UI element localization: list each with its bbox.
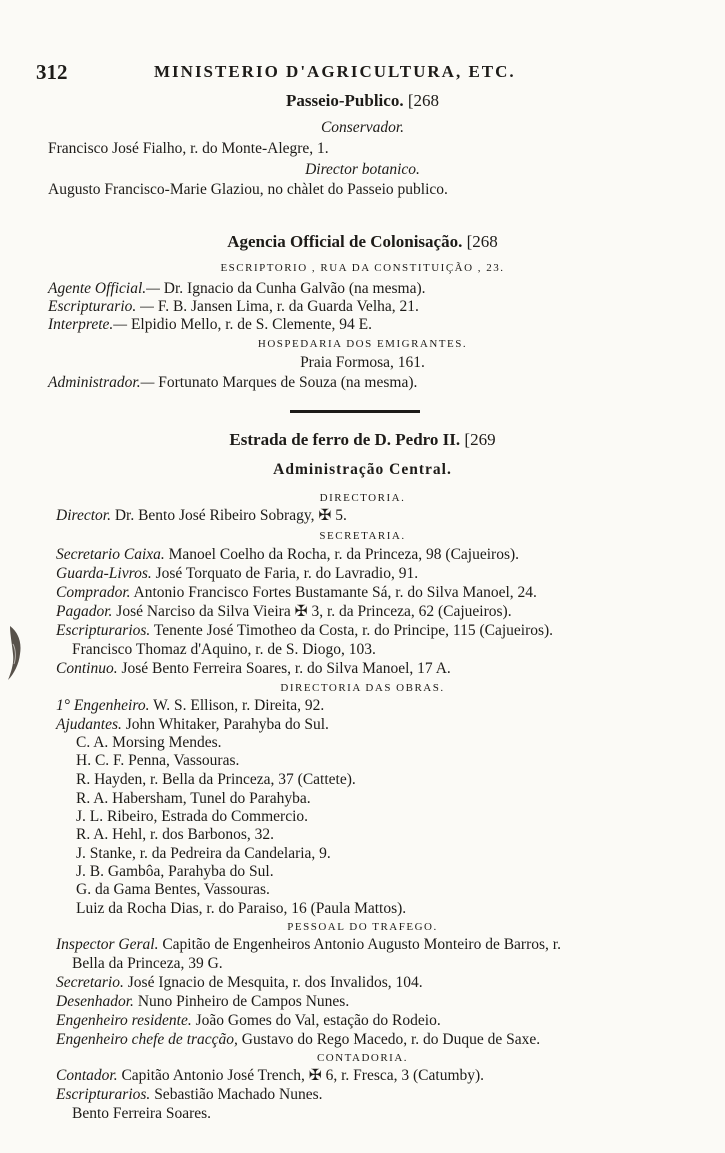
entry-line [56,1011,441,1030]
section-title-text: Agencia Official de Colonisação. [227,232,463,251]
entry-line [56,583,537,602]
entry-label: Escripturarios. [56,622,151,639]
entry-line [56,973,423,992]
entry-line: Praia Formosa, 161. [300,354,425,371]
list-item: J. L. Ribeiro, Estrada do Commercio. [76,808,309,825]
entry-line [56,696,324,715]
entry-label: Escripturarios. [56,1086,151,1103]
list-item: R. Hayden, r. Bella da Princeza, 37 (Cattete). [76,771,356,788]
entry-label: Secretario. [56,974,124,991]
entry-line: Bento Ferreira Soares. [72,1105,212,1122]
section-title-agencia [0,232,725,251]
entry-label: Director. [56,507,111,524]
subheading: DIRECTORIA DAS OBRAS. [280,682,445,694]
entry-text: F. B. Jansen Lima, r. da Guarda Velha, 21. [157,298,419,315]
section-title-text: Passeio-Publico. [285,91,404,110]
entry-text: José Narciso da Silva Vieira ✠ 3, r. da Princeza, 62 (Cajueiros). [116,603,512,620]
entry-label: Guarda-Livros. [56,565,152,582]
entry-label: Engenheiro residente. [56,1012,192,1029]
entry-text: Sebastião Machado Nunes. [154,1086,323,1103]
section-divider [290,410,420,413]
entry-text: Nuno Pinheiro de Campos Nunes. [137,993,350,1010]
entry-text: Fortunato Marques de Souza (na mesma). [158,374,418,391]
entry-label: Desenhador. [56,993,134,1010]
entry-label: Inspector Geral. [56,936,159,953]
list-item: Luiz da Rocha Dias, r. do Paraiso, 16 (Paula Mattos). [76,900,407,917]
entry-line [48,315,372,334]
list-item: C. A. Morsing Mendes. [76,734,222,751]
entry-text: John Whitaker, Parahyba do Sul. [125,716,329,733]
running-title: MINISTERIO D'AGRICULTURA, ETC. [154,62,516,81]
entry-label: Comprador. [56,584,131,601]
entry-line [48,297,419,316]
subheading: SECRETARIA. [319,530,406,542]
entry-line [56,992,349,1011]
section-title-estrada [0,430,725,449]
entry-text: W. S. Ellison, r. Direita, 92. [153,697,325,714]
list-item: R. A. Habersham, Tunel do Parahyba. [76,790,311,807]
entry-text: Gustavo do Rego Macedo, r. do Duque de Saxe. [241,1031,541,1048]
list-item: J. Stanke, r. da Pedreira da Candelaria, 9. [76,845,331,862]
entry-text: Manoel Coelho da Rocha, r. da Princeza, 98 (Cajueiros). [168,546,520,563]
entry-line [48,279,426,298]
entry-line: Bella da Princeza, 39 G. [72,955,223,972]
entry-text: Dr. Bento José Ribeiro Sobragy, ✠ 5. [114,507,347,524]
entry-text: Antonio Francisco Fortes Bustamante Sá, r. do Silva Manoel, 24. [133,584,537,601]
entry-label: Administrador.— [48,374,155,391]
section-ref: [269 [464,430,496,449]
subheading: CONTADORIA. [316,1052,409,1064]
entry-text: Capitão de Engenheiros Antonio Augusto Monteiro de Barros, r. [162,936,561,953]
entry-line [56,621,553,640]
entry-line [56,659,451,678]
role-heading: Conservador. [320,119,405,136]
section-title-text: Estrada de ferro de D. Pedro II. [229,430,461,449]
subheading: PESSOAL DO TRAFEGO. [287,921,438,933]
section-ref: [268 [466,232,498,251]
subheading: DIRECTORIA. [319,492,406,504]
entry-line [48,373,417,392]
page-number: 312 [36,60,68,84]
entry-line [56,935,561,954]
entry-line: Francisco Thomaz d'Aquino, r. de S. Diogo, 103. [72,641,376,658]
list-item: G. da Gama Bentes, Vassouras. [76,881,270,898]
list-item: J. B. Gambôa, Parahyba do Sul. [76,863,274,880]
entry-label: Ajudantes. [56,716,122,733]
role-heading: Director botanico. [305,161,420,178]
section-ref: [268 [407,91,439,110]
entry-line: Francisco José Fialho, r. do Monte-Alegre, 1. [48,140,329,157]
subheading: ESCRIPTORIO , RUA DA CONSTITUIÇÃO , 23. [220,262,505,274]
entry-text: Tenente José Timotheo da Costa, r. do Principe, 115 (Cajueiros). [153,622,554,639]
entry-line [56,1085,323,1104]
entry-label: 1° Engenheiro. [56,697,150,714]
entry-line [56,602,512,621]
entry-text: Elpidio Mello, r. de S. Clemente, 94 E. [130,316,373,333]
entry-text: Capitão Antonio José Trench, ✠ 6, r. Fresca, 3 (Catumby). [121,1067,485,1084]
entry-label: Escripturario. — [48,298,154,315]
entry-label: Continuo. [56,660,118,677]
entry-line [56,715,329,734]
subheading: HOSPEDARIA DOS EMIGRANTES. [257,338,468,350]
list-item: H. C. F. Penna, Vassouras. [76,752,240,769]
entry-line [56,506,347,525]
entry-text: Dr. Ignacio da Cunha Galvão (na mesma). [163,280,426,297]
entry-line: Augusto Francisco-Marie Glaziou, no chàlet do Passeio publico. [48,181,448,198]
margin-stain-icon [4,624,26,682]
page-header [36,60,696,86]
entry-label: Pagador. [56,603,113,620]
entry-label: Engenheiro chefe de tracção, [56,1031,238,1048]
subsection-title: Administração Central. [273,461,452,478]
entry-text: José Bento Ferreira Soares, r. do Silva Manoel, 17 A. [121,660,451,677]
entry-label: Agente Official.— [48,280,160,297]
entry-label: Interprete.— [48,316,128,333]
list-item: R. A. Hehl, r. dos Barbonos, 32. [76,826,275,843]
entry-label: Secretario Caixa. [56,546,165,563]
entry-text: José Ignacio de Mesquita, r. dos Invalidos, 104. [127,974,423,991]
entry-line [56,545,519,564]
entry-label: Contador. [56,1067,118,1084]
entry-text: José Torquato de Faria, r. do Lavradio, 91. [155,565,419,582]
entry-line [56,1030,540,1049]
entry-text: João Gomes do Val, estação do Rodeio. [195,1012,441,1029]
entry-line [56,564,418,583]
section-title-passeio [0,91,725,110]
entry-line [56,1066,484,1085]
